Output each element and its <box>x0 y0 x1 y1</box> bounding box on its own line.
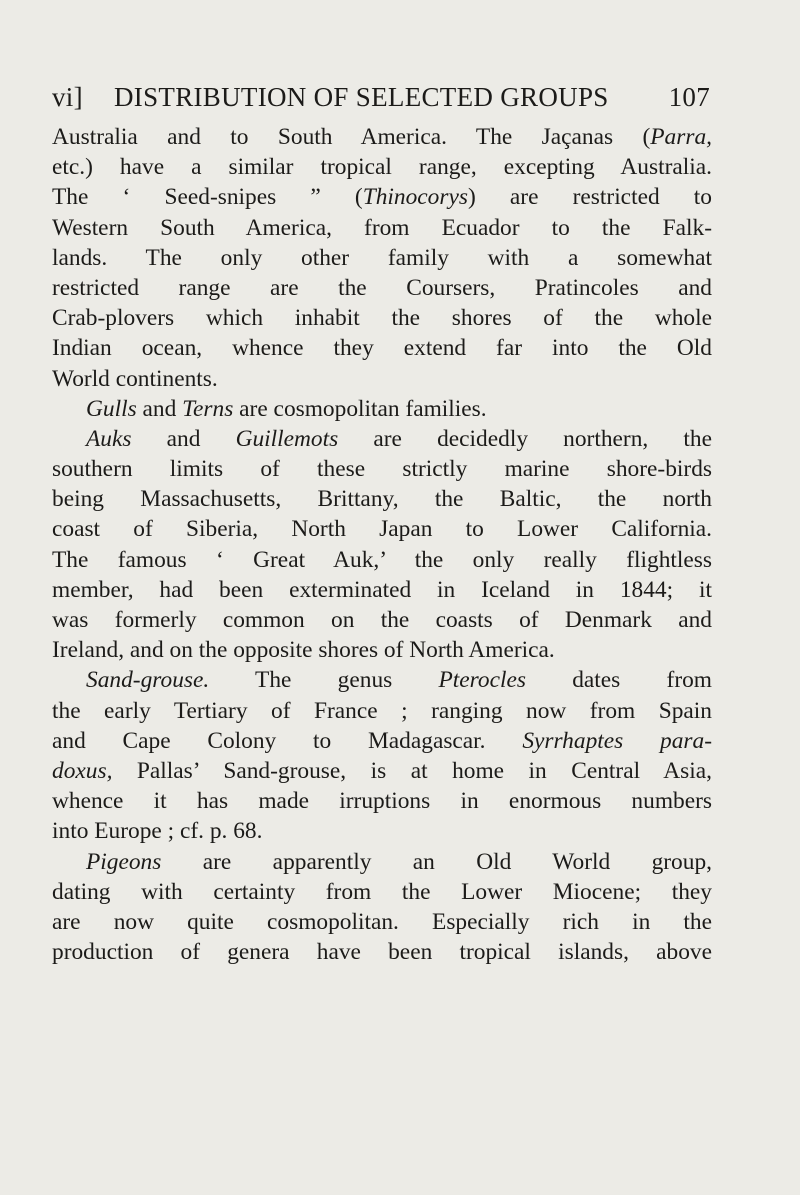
text-run: being Massachusetts, Brittany, the Baltic, the north <box>52 486 712 513</box>
text-line <box>52 484 712 514</box>
text-line <box>52 786 712 816</box>
text-line <box>52 514 712 544</box>
body-text <box>52 122 712 967</box>
text-run: World continents. <box>52 365 218 392</box>
page-number: 107 <box>668 82 710 112</box>
text-line <box>52 877 712 907</box>
italic-term: Pterocles <box>438 667 526 694</box>
text-line <box>52 303 712 333</box>
text-line <box>52 545 712 575</box>
text-line <box>52 907 712 937</box>
text-line <box>52 273 712 303</box>
text-run: ) are restricted to <box>467 184 712 211</box>
text-run: Ireland, and on the opposite shores of North America. <box>52 637 555 664</box>
text-run: etc.) have a similar tropical range, excepting Australia. <box>52 154 712 181</box>
text-line <box>52 364 712 394</box>
text-line <box>52 122 712 152</box>
text-run: restricted range are the Coursers, Pratincoles and <box>52 274 712 301</box>
text-run: was formerly common on the coasts of Denmark and <box>52 607 712 633</box>
text-run: The ‘ Seed-snipes ” ( <box>52 184 363 211</box>
italic-term: Terns <box>182 395 234 422</box>
text-run: and Cape Colony to Madagascar. <box>52 727 523 754</box>
text-run: dates from <box>525 667 712 694</box>
text-run: whence it has made irruptions in enormous numbers <box>52 788 712 815</box>
text-run: the early Tertiary of France ; ranging now from Spain <box>52 697 712 724</box>
text-line <box>52 847 712 877</box>
text-line <box>52 213 712 243</box>
text-run: dating with certainty from the Lower Miocene; they <box>52 878 712 905</box>
text-line <box>52 575 712 605</box>
italic-term: Auks <box>86 425 132 452</box>
italic-term: Parra, <box>650 124 712 150</box>
italic-term: Gulls <box>86 395 137 422</box>
text-run: Pallas’ Sand-grouse, is at home in Central Asia, <box>112 757 712 784</box>
text-run: into Europe ; cf. p. 68. <box>52 818 263 845</box>
text-line <box>52 454 712 484</box>
text-run: member, had been exterminated in Iceland in 1844; it <box>52 576 712 603</box>
italic-term: Guillemots <box>235 425 339 452</box>
text-line <box>52 816 712 846</box>
text-run: lands. The only other family with a somewhat <box>52 244 712 271</box>
text-line <box>52 394 712 424</box>
text-run: coast of Siberia, North Japan to Lower California. <box>52 516 712 543</box>
text-line <box>52 182 712 212</box>
text-run: and <box>136 395 183 422</box>
chapter-number: vi] <box>52 82 83 112</box>
text-run: southern limits of these strictly marine shore-birds <box>52 456 712 483</box>
italic-term: Syrrhaptes para- <box>522 727 712 754</box>
text-line <box>52 152 712 182</box>
text-run: The famous ‘ Great Auk,’ the only really flightless <box>52 546 712 573</box>
text-run: are cosmopolitan families. <box>233 395 487 422</box>
text-line <box>52 243 712 273</box>
text-run: Australia and to South America. The Jaçanas ( <box>52 124 651 150</box>
text-line <box>52 333 712 363</box>
text-run: production of genera have been tropical islands, above <box>52 939 712 966</box>
text-run: Western South America, from Ecuador to the Falk- <box>52 214 712 241</box>
italic-term: Thinocorys <box>362 184 468 211</box>
text-run: are now quite cosmopolitan. Especially rich in the <box>52 908 712 935</box>
text-line <box>52 726 712 756</box>
text-line <box>52 696 712 726</box>
text-line <box>52 635 712 665</box>
text-run: Indian ocean, whence they extend far into the Old <box>52 335 712 362</box>
text-line <box>52 756 712 786</box>
running-header <box>52 82 710 116</box>
text-run: and <box>131 425 236 452</box>
italic-term: Pigeons <box>86 848 162 875</box>
italic-term: Sand-grouse. <box>86 667 210 694</box>
text-run: are decidedly northern, the <box>338 425 712 452</box>
text-line <box>52 424 712 454</box>
text-run: are apparently an Old World group, <box>161 848 712 875</box>
text-line <box>52 665 712 695</box>
italic-term: doxus, <box>52 757 113 784</box>
text-run: The genus <box>209 667 439 694</box>
text-line <box>52 937 712 967</box>
text-line <box>52 605 712 635</box>
text-run: Crab-plovers which inhabit the shores of the whole <box>52 305 712 332</box>
header-title: DISTRIBUTION OF SELECTED GROUPS <box>114 82 609 112</box>
